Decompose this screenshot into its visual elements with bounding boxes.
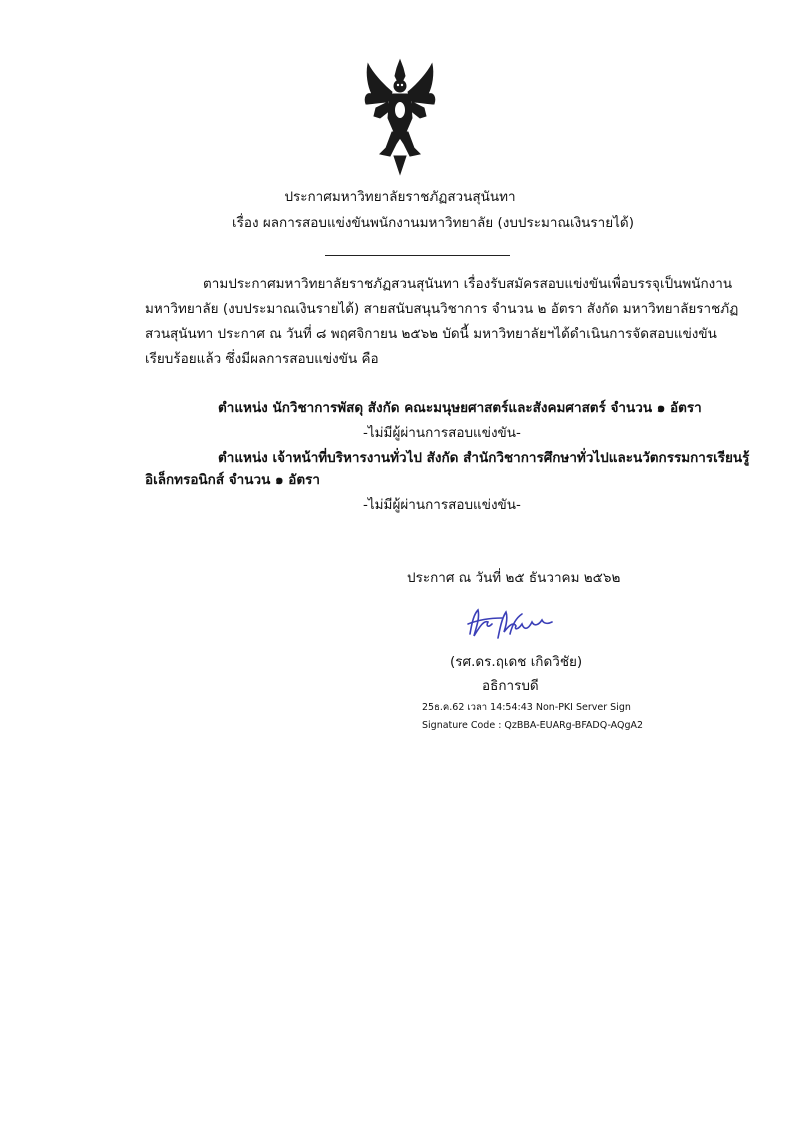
- announcement-subject: เรื่อง ผลการสอบแข่งขันพนักงานมหาวิทยาลัย (งบประมาณเงินรายได้): [232, 215, 634, 231]
- position-result: -ไม่มีผู้ผ่านการสอบแข่งขัน-: [363, 497, 521, 513]
- paragraph-line: สวนสุนันทา ประกาศ ณ วันที่ ๘ พฤศจิกายน ๒๕๖๒ บัดนี้ มหาวิทยาลัยฯได้ดำเนินการจัดสอบแข่งขัน: [145, 326, 717, 342]
- announcement-date: ประกาศ ณ วันที่ ๒๕ ธันวาคม ๒๕๖๒: [407, 570, 621, 586]
- announcement-title: ประกาศมหาวิทยาลัยราชภัฏสวนสุนันทา: [284, 189, 516, 205]
- position-heading: ตำแหน่ง นักวิชาการพัสดุ สังกัด คณะมนุษยศาสตร์และสังคมศาสตร์ จำนวน ๑ อัตรา: [218, 400, 702, 416]
- divider: [325, 255, 510, 256]
- signature-code: Signature Code : QzBBA-EUARg-BFADQ-AQgA2: [422, 720, 644, 731]
- position-result: -ไม่มีผู้ผ่านการสอบแข่งขัน-: [363, 425, 521, 441]
- signature-meta: 25ธ.ค.62 เวลา 14:54:43 Non-PKI Server Sign: [422, 702, 631, 713]
- signer-name: (รศ.ดร.ฤเดช เกิดวิชัย): [450, 654, 583, 670]
- body-paragraph: [145, 272, 739, 372]
- signer-title: อธิการบดี: [482, 678, 539, 694]
- handwritten-signature: [462, 604, 562, 644]
- position-heading-continued: อิเล็กทรอนิกส์ จำนวน ๑ อัตรา: [145, 472, 320, 488]
- paragraph-line: มหาวิทยาลัย (งบประมาณเงินรายได้) สายสนับสนุนวิชาการ จำนวน ๒ อัตรา สังกัด มหาวิทยาลัยราชภัฏ: [145, 301, 739, 317]
- garuda-emblem-icon: [362, 58, 438, 176]
- paragraph-line: ตามประกาศมหาวิทยาลัยราชภัฏสวนสุนันทา เรื่องรับสมัครสอบแข่งขันเพื่อบรรจุเป็นพนักงาน: [203, 276, 733, 292]
- paragraph-line: เรียบร้อยแล้ว ซึ่งมีผลการสอบแข่งขัน คือ: [145, 351, 379, 367]
- position-heading: ตำแหน่ง เจ้าหน้าที่บริหารงานทั่วไป สังกัด สำนักวิชาการศึกษาทั่วไปและนวัตกรรมการเรียนรู้: [218, 450, 750, 466]
